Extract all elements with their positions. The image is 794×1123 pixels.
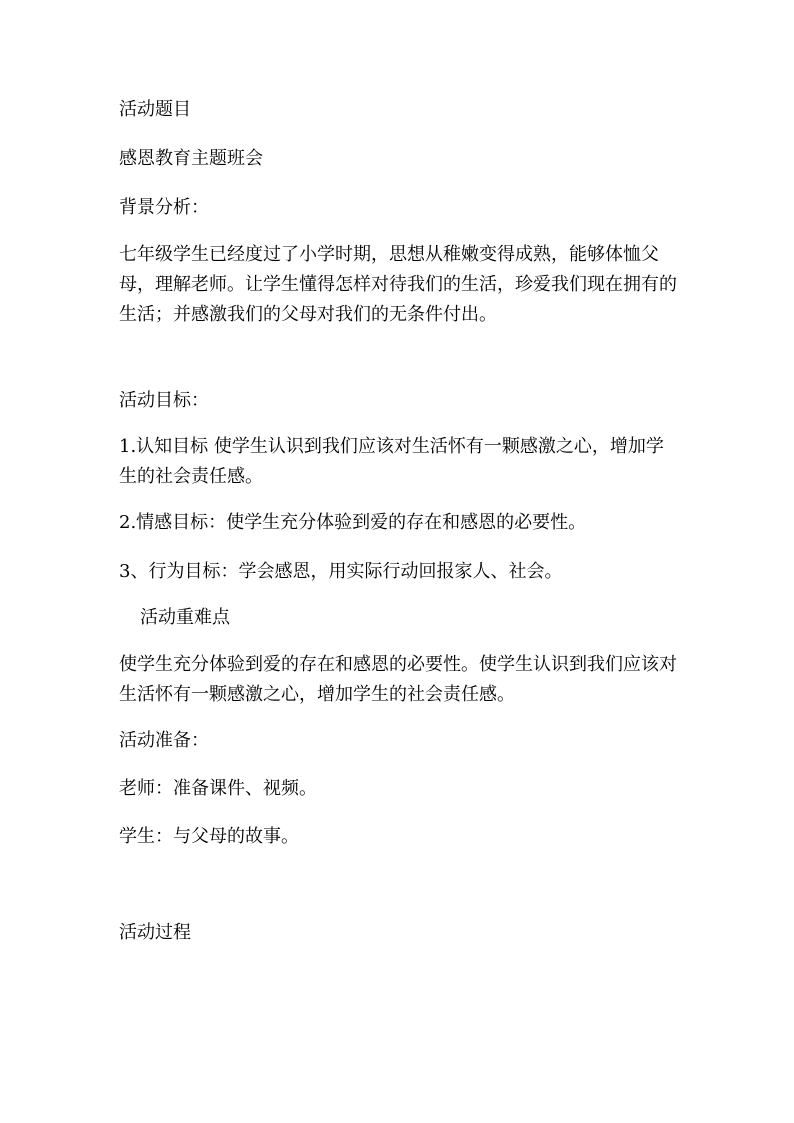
student-preparation: 学生：与父母的故事。 [119, 826, 299, 847]
background-text: 七年级学生已经度过了小学时期，思想从稚嫩变得成熟，能够体恤父母，理解老师。让学生懂得怎样对待我们的生活，珍爱我们现在拥有的生活；并感激我们的父母对我们的无条件付出。 [119, 244, 677, 325]
activity-title: 感恩教育主题班会 [119, 148, 263, 169]
key-points-text: 使学生充分体验到爱的存在和感恩的必要性。使学生认识到我们应该对生活怀有一颗感激之心，增加学生的社会责任感。 [119, 654, 677, 705]
key-points-heading: 活动重难点 [140, 607, 230, 628]
teacher-preparation: 老师：准备课件、视频。 [119, 778, 317, 799]
process-heading: 活动过程 [119, 922, 191, 943]
goal-3: 3、行为目标：学会感恩，用实际行动回报家人、社会。 [119, 561, 563, 582]
goal-1: 1.认知目标 使学生认识到我们应该对生活怀有一颗感激之心，增加学生的社会责任感。 [119, 436, 664, 487]
activity-title-heading: 活动题目 [119, 99, 191, 120]
background-heading: 背景分析： [119, 197, 209, 218]
preparation-heading: 活动准备： [119, 730, 209, 751]
goals-heading: 活动目标： [119, 390, 209, 411]
goal-2: 2.情感目标：使学生充分体验到爱的存在和感恩的必要性。 [119, 512, 587, 533]
